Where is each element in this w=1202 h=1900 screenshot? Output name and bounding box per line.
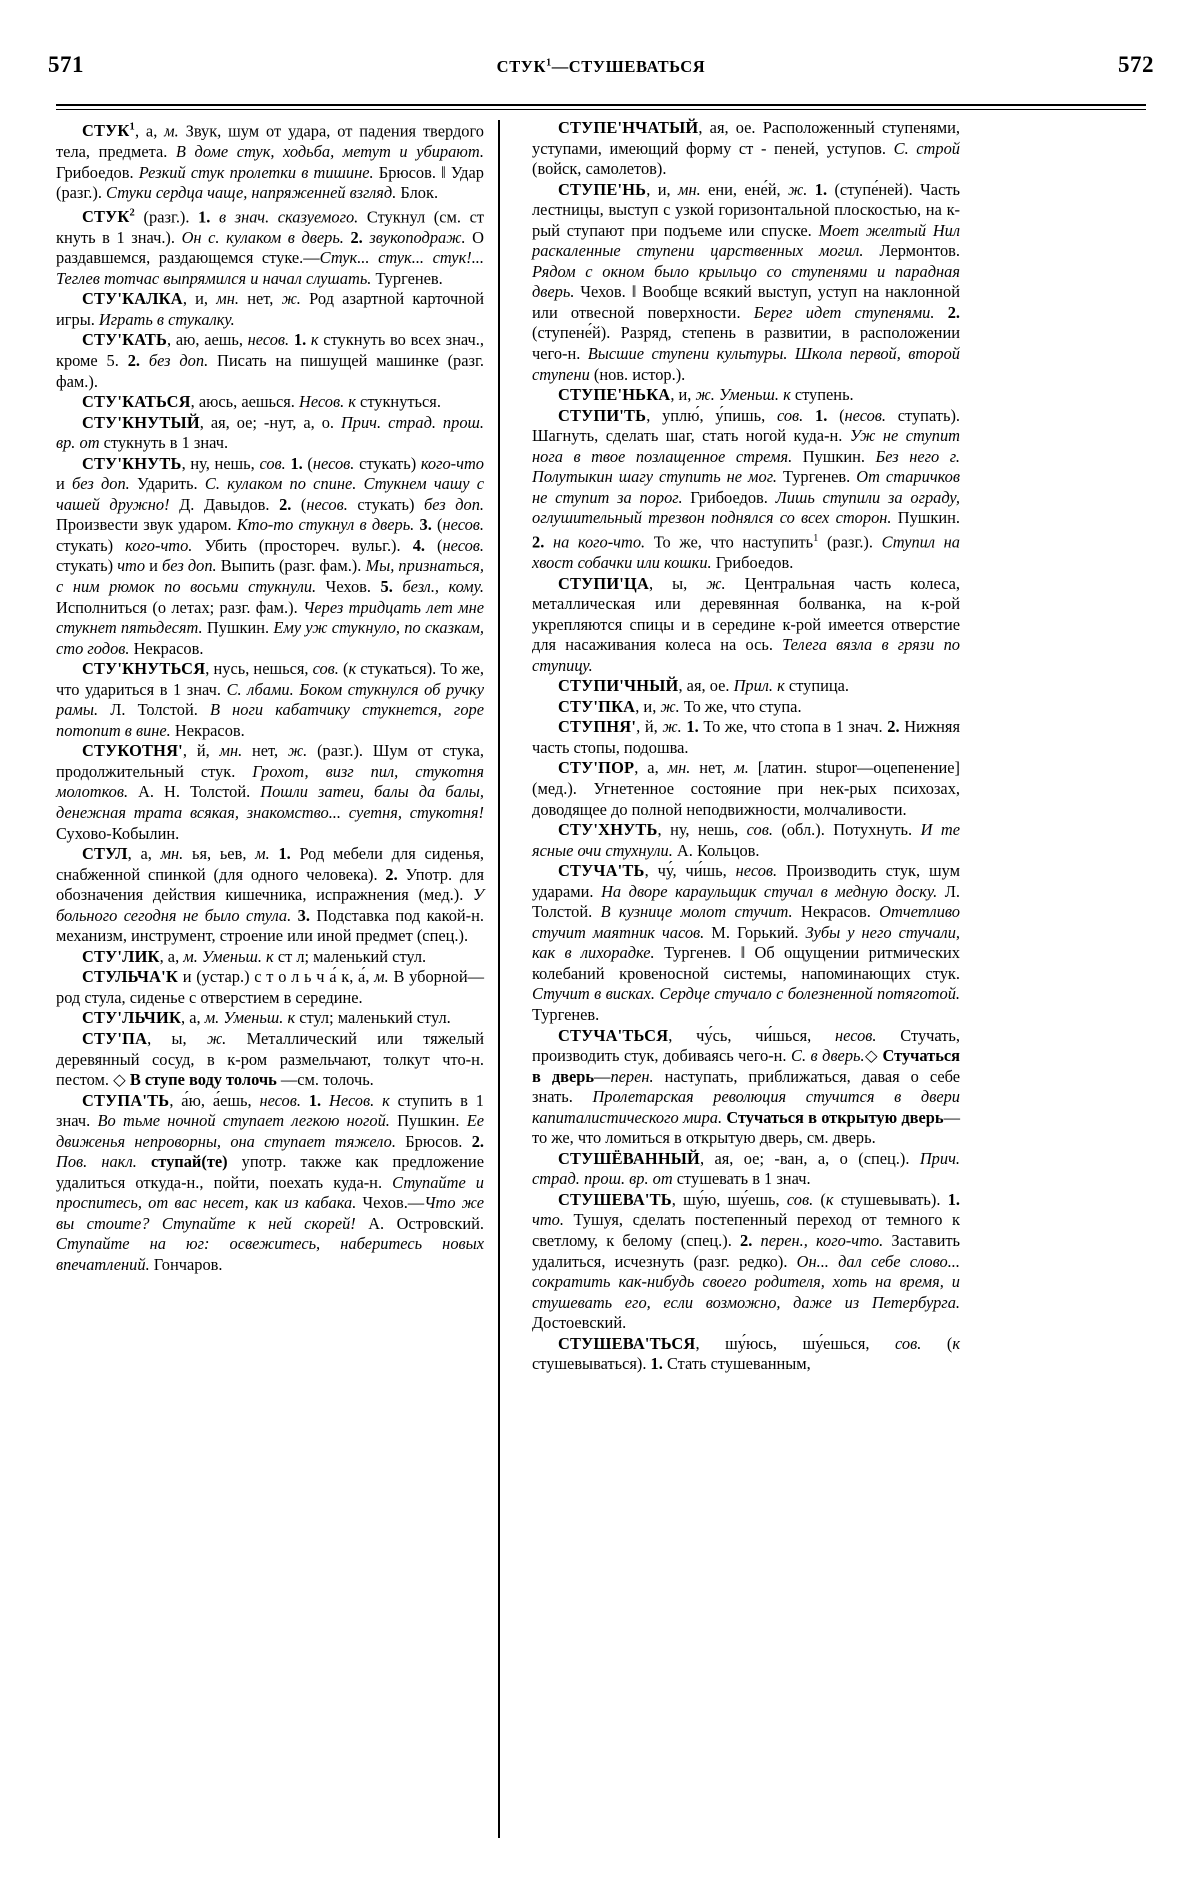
header-rules [56, 104, 1146, 110]
dictionary-entry-stukotnya: СТУКОТНЯ', й, мн. нет, ж. (разг.). Шум от стука, продолжительный стук. Грохот, визг пил, стукотня молотков. А. Н. Толстой. Пошли затеи, балы да балы, денежная трата всякая, знакомство... суетня, стукотня! Сухово-Кобылин. [56, 741, 484, 843]
running-head-superscript: 1 [546, 57, 552, 69]
folio-right: 572 [1118, 52, 1154, 77]
dictionary-entry-stupor: СТУ'ПОР, а, мн. нет, м. [латин. stupor—оцепенение] (мед.). Угнетенное состояние при нек-рых психозах, доводящее до полной неподвижности, молчаливости. [532, 758, 960, 819]
dictionary-entry-stupica: СТУПИ'ЦА, ы, ж. Центральная часть колеса, металлическая или деревянная болванка, на к-рой укрепляются спицы и в середине к-рой имеется отверстие для насаживания колеса на ось. Телега вязла в грязи по ступицу. [532, 573, 960, 675]
running-head-title [48, 57, 1154, 77]
running-head-suffix: —СТУШЕВАТЬСЯ [551, 57, 706, 76]
dictionary-entry-stupen: СТУПЕ'НЬ, и, мн. ени, ене́й, ж. 1. (ступе́ней). Часть лестницы, выступ с узкой горизонтальной плоскостью, на к-рый ступают при подъеме или спуске. Моет желтый Нил раскаленные ступени царственных могил. Лермонтов. Рядом с окном было крыльцо со ступенями и парадная дверь. Чехов. ‖ Вообще всякий выступ, уступ на наклонной или отвесной поверхности. Берег идет ступенями. 2. (ступене́й). Разряд, степень в развитии, в расположении чего-н. Высшие ступени культуры. Школа первой, второй ступени (нов. истор.). [532, 179, 961, 384]
dictionary-entry-stuk-2: СТУК$^2$ (разг.). 1. в знач. сказуемого. Стукнул (см. ст кнуть в 1 знач.). Он с. кулаком в дверь. 2. звукоподраж. О раздавшемся, раздающемся стуке.—Стук... стук... стук!... Теглев тотчас выпрямился и начал слушать. Тургенев. [56, 207, 485, 288]
column-right [500, 118, 960, 1838]
dictionary-entry-stukatsya: СТУ'КАТЬСЯ, аюсь, аешься. Несов. к стукнуться. [82, 392, 441, 412]
dictionary-entry-stukat: СТУ'КАТЬ, аю, аешь, несов. 1. к стукнуть во всех знач., кроме 5. 2. без доп. Писать на пишущей машинке (разг. фам.). [56, 330, 484, 391]
dictionary-entry-stupa: СТУ'ПА, ы, ж. Металлический или тяжелый деревянный сосуд, в к-ром размельчают, толкут что-н. пестом. ◇ В ступе воду толочь —см. толочь. [56, 1029, 484, 1090]
dictionary-entry-stuknutyj: СТУ'КНУТЫЙ, ая, ое; -нут, а, о. Прич. страд. прош. вр. от стукнуть в 1 знач. [56, 412, 484, 453]
dictionary-entry-stulchak: СТУЛЬЧА'К и (устар.) с т о л ь ч а́ к, а́, м. В уборной—род стула, сиденье с отверстием в середине. [56, 967, 484, 1007]
dictionary-entry-stushevatsya: СТУШЕВА'ТЬСЯ, шу́юсь, шу́ешься, сов. (к стушевываться). 1. Стать стушеванным, [532, 1333, 960, 1374]
dictionary-entry-stupnya: СТУПНЯ', й, ж. 1. То же, что стопа в 1 знач. 2. Нижняя часть стопы, подошва. [532, 717, 960, 757]
dictionary-entry-stuhnut: СТУ'ХНУТЬ, ну, нешь, сов. (обл.). Потухнуть. И те ясные очи стухнули. А. Кольцов. [532, 820, 960, 860]
dictionary-entry-stuchatsya: СТУЧА'ТЬСЯ, чу́сь, чи́шься, несов. Стучать, производить стук, добиваясь чего-н. С. в дверь.◇ Стучаться в дверь—перен. наступать, приближаться, давая о себе знать. Пролетарская революция стучится в двери капиталистического мира. Стучаться в открытую дверь—то же, что ломиться в открытую дверь, см. дверь. [532, 1025, 961, 1148]
dictionary-entry-stupka: СТУ'ПКА, и, ж. То же, что ступа. [558, 696, 802, 716]
dictionary-entry-stukalka: СТУ'КАЛКА, и, мн. нет, ж. Род азартной карточной игры. Играть в стукалку. [56, 289, 484, 329]
rule-thick [56, 104, 1146, 106]
dictionary-entry-stushevat: СТУШЕВА'ТЬ, шу́ю, шу́ешь, сов. (к стушевывать). 1. что. Тушуя, сделать постепенный переход от темного к светлому, к белому (спец.). 2. перен., кого-что. Заставить удалиться, исчезнуть (разг. редко). Он... дал себе слово... сократить как-нибудь своего родителя, хоть на время, и стушевать его, если возможно, даже из Петербурга. Достоевский. [532, 1189, 960, 1333]
running-head [48, 52, 1154, 82]
dictionary-entry-stupat: СТУПА'ТЬ, а́ю, а́ешь, несов. 1. Несов. к ступить в 1 знач. Во тьме ночной ступает легкою ногой. Пушкин. Ее движенья непроворны, она ступает тяжело. Брюсов. 2. Пов. накл. ступай(те) употр. также как предложение удалиться откуда-н., пойти, поехать куда-н. Ступайте и проспитесь, от вас несет, как из кабака. Чехов.—Что же вы стоите? Ступайте к ней скорей! А. Островский. Ступайте на юг: освежитесь, наберитесь новых впечатлений. Гончаров. [56, 1090, 485, 1275]
dictionary-entry-stuk-1: СТУК$^1$, а, м. Звук, шум от удара, от падения твердого тела, предмета. В доме стук, ходьба, метут и убирают. Грибоедов. Резкий стук пролетки в тишине. Брюсов. ‖ Удар (разг.). Стуки сердца чаще, напряженней взгляд. Блок. [56, 121, 484, 203]
dictionary-entry-stuchat: СТУЧА'ТЬ, чу́, чи́шь, несов. Производить стук, шум ударами. На дворе караульщик стучал в медную доску. Л. Толстой. В кузнице молот стучит. Некрасов. Отчетливо стучит маятник часов. М. Горький. Зубы у него стучали, как в лихорадке. Тургенев. ‖ Об ощущении ритмических колебаний кровеносной системы, напоминающих стук. Стучит в висках. Сердце стучало с болезненной потяготой. Тургенев. [532, 861, 961, 1024]
dictionary-entry-stul: СТУЛ, а, мн. ья, ьев, м. 1. Род мебели для сиденья, снабженной спинкой (для одного человека). 2. Употр. для обозначения действия кишечника, испражнения (мед.). У больного сегодня не было стула. 3. Подставка под какой-н. механизм, инструмент, строение или иной предмет (спец.). [56, 844, 485, 946]
dictionary-entry-stuknut: СТУ'КНУТЬ, ну, нешь, сов. 1. (несов. стукать) кого-что и без доп. Ударить. С. кулаком по спине. Стукнем чашу с чашей дружно! Д. Давыдов. 2. (несов. стукать) без доп. Произвести звук ударом. Кто-то стукнул в дверь. 3. (несов. стукать) кого-что. Убить (простореч. вульг.). 4. (несов. стукать) что и без доп. Выпить (разг. фам.). Мы, признаться, с ним рюмок по восьми стукнули. Чехов. 5. безл., кому. Исполниться (о летах; разг. фам.). Через тридцать лет мне стукнет пятьдесят. Пушкин. Ему уж стукнуло, по сказкам, сто годов. Некрасов. [56, 453, 485, 658]
dictionary-entry-stushevannyj: СТУШЁВАННЫЙ, ая, ое; -ван, а, о (спец.). Прич. страд. прош. вр. от стушевать в 1 знач. [532, 1148, 960, 1189]
dictionary-entry-stulchik: СТУ'ЛЬЧИК, а, м. Уменьш. к стул; маленький стул. [82, 1008, 451, 1028]
dictionary-entry-stuknutsya: СТУ'КНУТЬСЯ, нусь, нешься, сов. (к стукаться). То же, что удариться в 1 знач. С. лбами. Боком стукнулся об ручку рамы. Л. Толстой. В ноги кабатчику стукнется, горе потопит в вине. Некрасов. [56, 659, 484, 740]
running-head-prefix: СТУК [496, 57, 547, 76]
folio-left: 571 [48, 52, 84, 77]
dictionary-entry-stupit: СТУПИ'ТЬ, уплю́, у́пишь, сов. 1. (несов. ступать). Шагнуть, сделать шаг, стать ногой куда-н. Уж не ступит нога в твое позлащенное стремя. Пушкин. Без него г. Полутыкин шагу ступить не мог. Тургенев. От старичков не ступит за порог. Грибоедов. Лишь ступили за ограду, оглушительный трезвон поднялся со всех сторон. Пушкин. 2. на кого-что. То же, что наступить$^1$ (разг.). Ступил на хвост собачки или кошки. Грибоедов. [532, 405, 961, 572]
rule-thin [56, 109, 1146, 110]
dictionary-entry-stupenka: СТУПЕ'НЬКА, и, ж. Уменьш. к ступень. [558, 385, 854, 405]
dictionary-entry-stupenchatyj: СТУПЕ'НЧАТЫЙ, ая, ое. Расположенный ступенями, уступами, имеющий форму ст - пеней, уступов. С. строй (войск, самолетов). [532, 118, 960, 179]
dictionary-entry-stulik: СТУ'ЛИК, а, м. Уменьш. к ст л; маленький стул. [82, 946, 427, 966]
text-columns [56, 118, 1146, 1838]
dictionary-entry-stupichnyj: СТУПИ'ЧНЫЙ, ая, ое. Прил. к ступица. [558, 676, 850, 696]
column-left [56, 118, 498, 1838]
